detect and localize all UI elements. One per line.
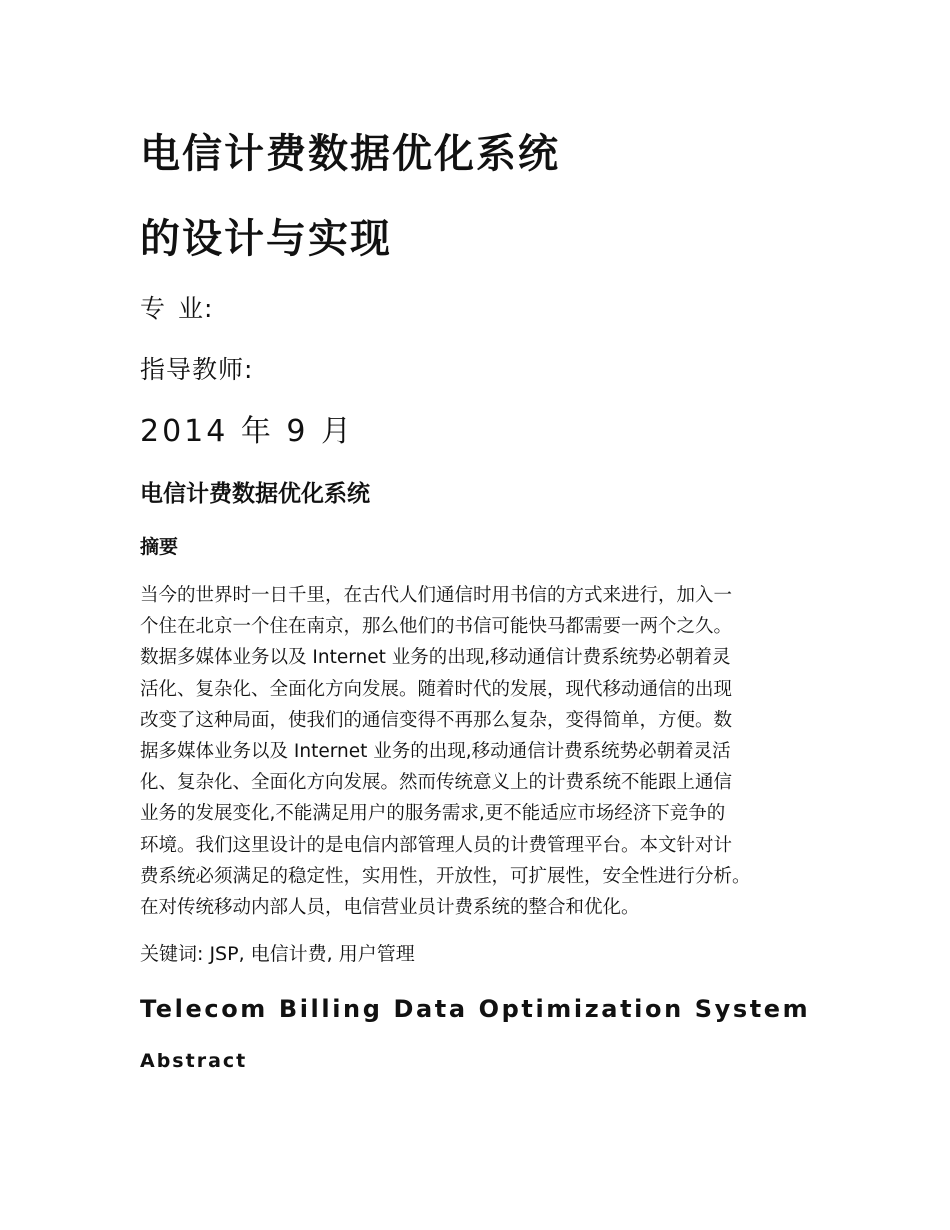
abstract-line: 费系统必须满足的稳定性，实用性，开放性，可扩展性，安全性进行分析。: [140, 865, 751, 887]
abstract-line: 化、复杂化、全面化方向发展。然而传统意义上的计费系统不能跟上通信: [140, 772, 733, 794]
abstract-line: 在对传统移动内部人员，电信营业员计费系统的整合和优化。: [140, 897, 640, 919]
cn-abstract-heading: 摘要: [140, 536, 179, 558]
cn-abstract-body: [140, 580, 751, 923]
major-field: [140, 292, 213, 326]
abstract-line: 改变了这种局面，使我们的通信变得不再那么复杂，变得简单，方便。数: [140, 709, 733, 731]
document-title-line-2: 的设计与实现: [140, 216, 392, 262]
keywords-value: : JSP, 电信计费, 用户管理: [197, 943, 415, 965]
abstract-line: 数据多媒体业务以及 Internet 业务的出现,移动通信计费系统势必朝着灵: [140, 647, 731, 669]
abstract-line: 环境。我们这里设计的是电信内部管理人员的计费管理平台。本文针对计: [140, 834, 733, 856]
major-label-part1: 专: [140, 294, 167, 323]
abstract-line: 业务的发展变化,不能满足用户的服务需求,更不能适应市场经济下竞争的: [140, 803, 726, 825]
advisor-field: 指导教师:: [140, 355, 254, 384]
date-line: 2014 年 9 月: [140, 414, 355, 449]
abstract-line: 活化、复杂化、全面化方向发展。随着时代的发展，现代移动通信的出现: [140, 678, 733, 700]
document-title-line-1: 电信计费数据优化系统: [140, 131, 560, 177]
cn-keywords: [140, 941, 415, 967]
major-label-part2: 业:: [178, 294, 214, 323]
cn-subtitle: 电信计费数据优化系统: [140, 481, 370, 507]
abstract-line: 个住在北京一个住在南京，那么他们的书信可能快马都需要一两个之久。: [140, 616, 733, 638]
en-abstract-heading: Abstract: [140, 1050, 248, 1072]
abstract-line: 当今的世界时一日千里，在古代人们通信时用书信的方式来进行，加入一: [140, 585, 733, 606]
keywords-label: 关键词: [140, 943, 198, 965]
abstract-line: 据多媒体业务以及 Internet 业务的出现,移动通信计费系统势必朝着灵活: [140, 741, 731, 763]
en-title: Telecom Billing Data Optimization System: [140, 995, 811, 1023]
